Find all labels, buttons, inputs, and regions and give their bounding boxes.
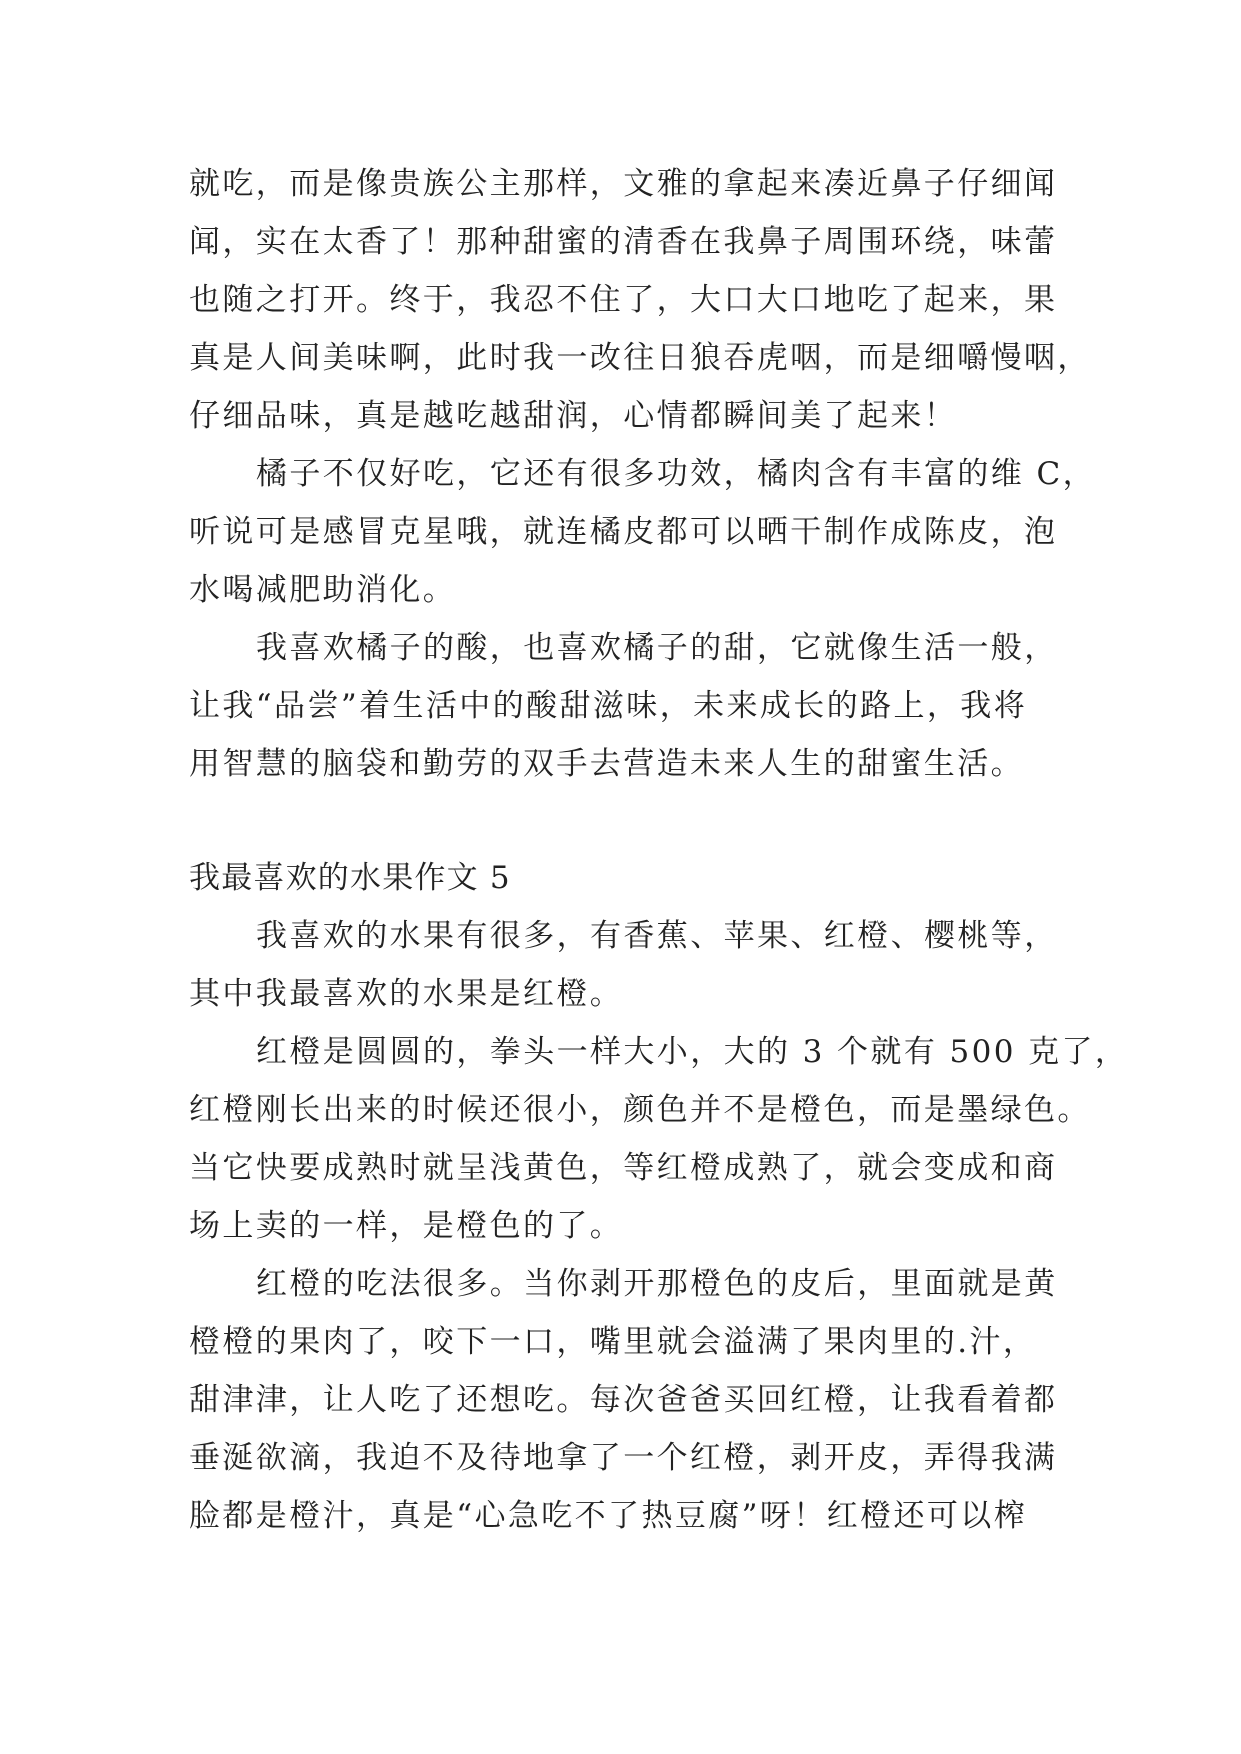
- paragraph-line: 垂涎欲滴，我迫不及待地拿了一个红橙，剥开皮，弄得我满: [189, 1440, 1058, 1476]
- paragraph-line: 脸都是橙汁，真是“心急吃不了热豆腐”呀！红橙还可以榨: [189, 1498, 1028, 1534]
- paragraph-line: 当它快要成熟时就呈浅黄色，等红橙成熟了，就会变成和商: [189, 1150, 1058, 1186]
- paragraph-line: 也随之打开。终于，我忍不住了，大口大口地吃了起来，果: [189, 282, 1058, 318]
- paragraph-line: 就吃，而是像贵族公主那样，文雅的拿起来凑近鼻子仔细闻: [189, 166, 1058, 202]
- paragraph-line: 闻，实在太香了！那种甜蜜的清香在我鼻子周围环绕，味蕾: [189, 224, 1058, 260]
- paragraph-line: 仔细品味，真是越吃越甜润，心情都瞬间美了起来！: [189, 398, 958, 434]
- paragraph-line: 红橙的吃法很多。当你剥开那橙色的皮后，里面就是黄: [256, 1266, 1058, 1302]
- paragraph-line: 我喜欢的水果有很多，有香蕉、苹果、红橙、樱桃等，: [256, 918, 1058, 954]
- paragraph-line: 橙橙的果肉了，咬下一口，嘴里就会溢满了果肉里的.汁，: [189, 1324, 1037, 1360]
- paragraph-line: 听说可是感冒克星哦，就连橘皮都可以晒干制作成陈皮，泡: [189, 514, 1058, 550]
- section-title: 我最喜欢的水果作文 5: [189, 860, 511, 896]
- paragraph-line: 场上卖的一样，是橙色的了。: [189, 1208, 624, 1244]
- paragraph-line: 甜津津，让人吃了还想吃。每次爸爸买回红橙，让我看着都: [189, 1382, 1058, 1418]
- paragraph-line: 其中我最喜欢的水果是红橙。: [189, 976, 624, 1012]
- paragraph-line: 橘子不仅好吃，它还有很多功效，橘肉含有丰富的维 C，: [256, 456, 1096, 492]
- paragraph-line: 水喝减肥助消化。: [189, 572, 457, 608]
- paragraph-line: 红橙刚长出来的时候还很小，颜色并不是橙色，而是墨绿色。: [189, 1092, 1091, 1128]
- paragraph-line: 我喜欢橘子的酸，也喜欢橘子的甜，它就像生活一般，: [256, 630, 1058, 666]
- paragraph-line: 让我“品尝”着生活中的酸甜滋味，未来成长的路上，我将: [189, 688, 1028, 724]
- paragraph-line: 真是人间美味啊，此时我一改往日狼吞虎咽，而是细嚼慢咽，: [189, 340, 1091, 376]
- paragraph-line: 红橙是圆圆的，拳头一样大小，大的 3 个就有 500 克了，: [256, 1034, 1129, 1070]
- paragraph-line: 用智慧的脑袋和勤劳的双手去营造未来人生的甜蜜生活。: [189, 746, 1024, 782]
